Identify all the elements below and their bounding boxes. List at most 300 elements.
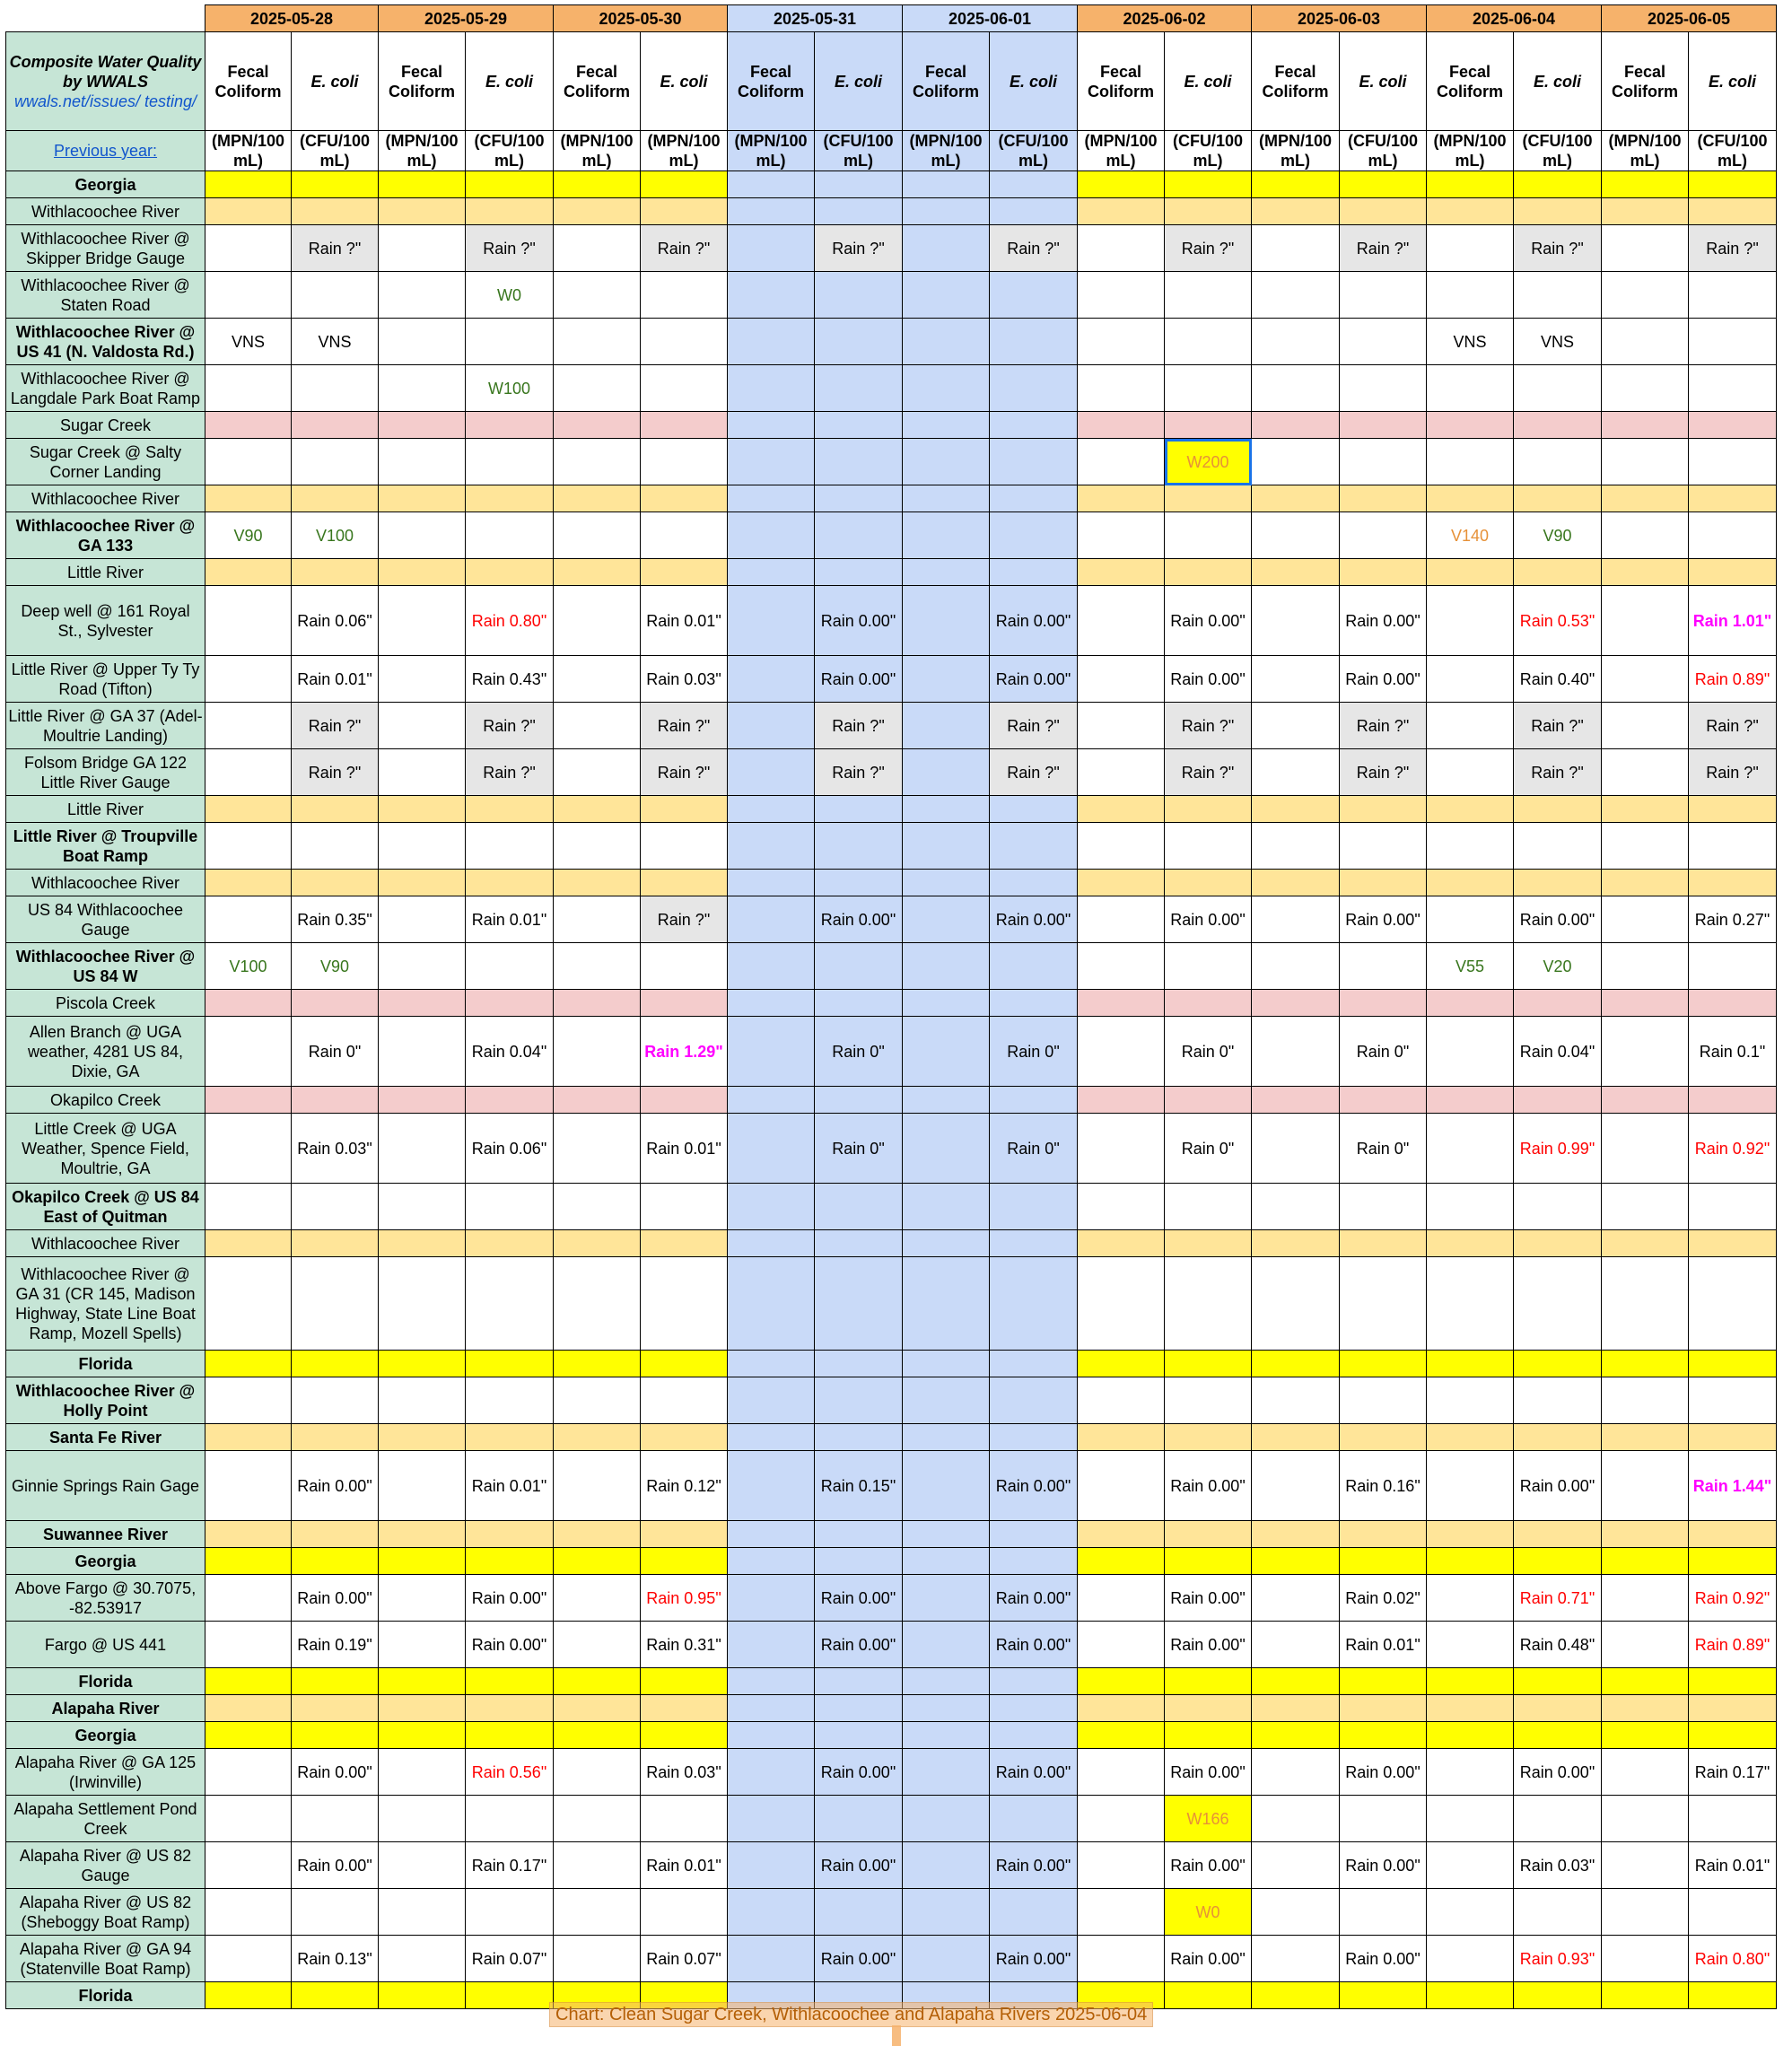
fecal-col-header[interactable]: Fecal Coliform (1602, 32, 1689, 131)
site-label[interactable]: Georgia (6, 1548, 205, 1575)
data-cell[interactable]: Rain 0.17" (1689, 1749, 1777, 1796)
data-cell[interactable]: Rain 0.56" (466, 1749, 554, 1796)
data-cell[interactable]: Rain 0.01" (1689, 1842, 1777, 1889)
data-cell[interactable]: Rain ?" (1514, 749, 1602, 796)
data-cell[interactable] (1165, 870, 1252, 896)
data-cell[interactable] (292, 1087, 379, 1114)
data-cell[interactable] (292, 412, 379, 439)
data-cell[interactable] (554, 1575, 641, 1622)
data-cell[interactable]: Rain 0.06" (292, 586, 379, 656)
data-cell[interactable] (466, 1982, 554, 2009)
data-cell[interactable]: Rain 0" (990, 1017, 1078, 1087)
data-cell[interactable]: Rain ?" (990, 703, 1078, 749)
data-cell[interactable] (1078, 1548, 1165, 1575)
data-cell[interactable] (1252, 749, 1340, 796)
data-cell[interactable] (1340, 412, 1427, 439)
data-cell[interactable] (1602, 1722, 1689, 1749)
data-cell[interactable] (1514, 171, 1602, 198)
data-cell[interactable] (554, 1668, 641, 1695)
data-cell[interactable] (641, 1230, 728, 1257)
data-cell[interactable] (554, 870, 641, 896)
data-cell[interactable] (903, 749, 990, 796)
data-cell[interactable] (1689, 1548, 1777, 1575)
data-cell[interactable] (292, 1548, 379, 1575)
data-cell[interactable] (1165, 1722, 1252, 1749)
data-cell[interactable] (466, 1351, 554, 1377)
data-cell[interactable]: W166 (1165, 1796, 1252, 1842)
data-cell[interactable] (554, 365, 641, 412)
data-cell[interactable] (1078, 1017, 1165, 1087)
data-cell[interactable]: Rain 0.01" (641, 586, 728, 656)
fecal-col-header[interactable]: Fecal Coliform (728, 32, 815, 131)
data-cell[interactable] (815, 1695, 903, 1722)
data-cell[interactable] (554, 1936, 641, 1982)
data-cell[interactable] (466, 823, 554, 870)
data-cell[interactable]: VNS (205, 319, 292, 365)
data-cell[interactable] (205, 823, 292, 870)
data-cell[interactable]: Rain 0.01" (466, 896, 554, 943)
data-cell[interactable] (205, 171, 292, 198)
site-label[interactable]: Ginnie Springs Rain Gage (6, 1451, 205, 1521)
data-cell[interactable] (1427, 1842, 1514, 1889)
data-cell[interactable] (1427, 1889, 1514, 1936)
ecoli-col-header[interactable]: E. coli (1165, 32, 1252, 131)
data-cell[interactable] (205, 1257, 292, 1351)
data-cell[interactable] (292, 1796, 379, 1842)
data-cell[interactable] (466, 1230, 554, 1257)
data-cell[interactable] (815, 990, 903, 1017)
data-cell[interactable] (1252, 656, 1340, 703)
data-cell[interactable] (1165, 512, 1252, 559)
data-cell[interactable] (466, 1722, 554, 1749)
data-cell[interactable]: Rain 0.71" (1514, 1575, 1602, 1622)
data-cell[interactable]: Rain 0.00" (1165, 656, 1252, 703)
site-label[interactable]: Little River (6, 559, 205, 586)
data-cell[interactable] (1252, 1796, 1340, 1842)
data-cell[interactable] (379, 656, 466, 703)
data-cell[interactable]: W100 (466, 365, 554, 412)
data-cell[interactable] (1427, 1796, 1514, 1842)
data-cell[interactable] (292, 1377, 379, 1424)
data-cell[interactable] (1340, 1377, 1427, 1424)
data-cell[interactable] (1252, 943, 1340, 990)
data-cell[interactable] (1252, 1184, 1340, 1230)
data-cell[interactable] (903, 1548, 990, 1575)
data-cell[interactable]: Rain 0.00" (1165, 896, 1252, 943)
data-cell[interactable]: Rain 0.00" (815, 1622, 903, 1668)
data-cell[interactable] (990, 319, 1078, 365)
data-cell[interactable] (1252, 1017, 1340, 1087)
data-cell[interactable] (815, 319, 903, 365)
data-cell[interactable] (815, 1668, 903, 1695)
data-cell[interactable]: Rain 0.80" (1689, 1936, 1777, 1982)
data-cell[interactable] (205, 1230, 292, 1257)
data-cell[interactable] (641, 198, 728, 225)
data-cell[interactable] (1427, 703, 1514, 749)
data-cell[interactable]: Rain 0.00" (990, 1749, 1078, 1796)
data-cell[interactable] (554, 485, 641, 512)
data-cell[interactable] (815, 1184, 903, 1230)
data-cell[interactable] (1602, 1622, 1689, 1668)
data-cell[interactable] (205, 1184, 292, 1230)
site-label[interactable]: Piscola Creek (6, 990, 205, 1017)
data-cell[interactable] (1165, 1087, 1252, 1114)
data-cell[interactable] (728, 1087, 815, 1114)
data-cell[interactable] (1078, 319, 1165, 365)
data-cell[interactable] (641, 1548, 728, 1575)
data-cell[interactable] (815, 1257, 903, 1351)
date-header[interactable]: 2025-05-29 (379, 5, 554, 32)
data-cell[interactable]: V55 (1427, 943, 1514, 990)
data-cell[interactable] (1427, 1749, 1514, 1796)
data-cell[interactable]: Rain 0.00" (1340, 656, 1427, 703)
data-cell[interactable]: VNS (1427, 319, 1514, 365)
data-cell[interactable] (728, 1796, 815, 1842)
data-cell[interactable] (379, 1351, 466, 1377)
data-cell[interactable] (903, 1796, 990, 1842)
data-cell[interactable] (1165, 485, 1252, 512)
data-cell[interactable] (815, 796, 903, 823)
data-cell[interactable] (1165, 1351, 1252, 1377)
data-cell[interactable] (554, 586, 641, 656)
unit-cell[interactable]: (MPN/100 mL) (1602, 131, 1689, 171)
data-cell[interactable] (292, 1351, 379, 1377)
date-header[interactable]: 2025-05-28 (205, 5, 379, 32)
data-cell[interactable] (990, 1424, 1078, 1451)
data-cell[interactable] (1340, 1548, 1427, 1575)
data-cell[interactable] (554, 1184, 641, 1230)
data-cell[interactable] (1165, 1184, 1252, 1230)
data-cell[interactable] (728, 1377, 815, 1424)
data-cell[interactable] (1689, 1377, 1777, 1424)
data-cell[interactable]: Rain 0.00" (990, 1622, 1078, 1668)
data-cell[interactable] (903, 198, 990, 225)
chart-overlay-title[interactable]: Chart: Clean Sugar Creek, Withlacoochee and Alapaha Rivers 2025-06-04 (549, 2002, 1153, 2027)
data-cell[interactable] (205, 439, 292, 485)
data-cell[interactable] (205, 412, 292, 439)
data-cell[interactable] (728, 943, 815, 990)
data-cell[interactable]: Rain ?" (641, 749, 728, 796)
data-cell[interactable] (205, 1451, 292, 1521)
data-cell[interactable] (641, 1424, 728, 1451)
data-cell[interactable] (1340, 1722, 1427, 1749)
data-cell[interactable]: Rain 0.04" (466, 1017, 554, 1087)
data-cell[interactable]: Rain 0.00" (1340, 896, 1427, 943)
fecal-col-header[interactable]: Fecal Coliform (1078, 32, 1165, 131)
data-cell[interactable]: Rain 0.48" (1514, 1622, 1602, 1668)
data-cell[interactable] (205, 559, 292, 586)
data-cell[interactable] (1514, 990, 1602, 1017)
data-cell[interactable] (815, 1889, 903, 1936)
data-cell[interactable]: W200 (1165, 439, 1252, 485)
data-cell[interactable] (1340, 439, 1427, 485)
data-cell[interactable] (1689, 272, 1777, 319)
data-cell[interactable]: Rain 0" (1165, 1017, 1252, 1087)
data-cell[interactable] (554, 990, 641, 1017)
data-cell[interactable]: Rain ?" (641, 703, 728, 749)
data-cell[interactable] (1602, 1796, 1689, 1842)
data-cell[interactable] (292, 1889, 379, 1936)
data-cell[interactable] (554, 1230, 641, 1257)
data-cell[interactable] (1689, 1521, 1777, 1548)
data-cell[interactable] (1165, 796, 1252, 823)
unit-cell[interactable]: (MPN/100 mL) (205, 131, 292, 171)
data-cell[interactable] (1427, 1230, 1514, 1257)
data-cell[interactable]: Rain ?" (466, 749, 554, 796)
fecal-col-header[interactable]: Fecal Coliform (379, 32, 466, 131)
site-label[interactable]: Withlacoochee River (6, 870, 205, 896)
data-cell[interactable]: Rain ?" (1689, 749, 1777, 796)
data-cell[interactable]: Rain 0.02" (1340, 1575, 1427, 1622)
data-cell[interactable] (1340, 485, 1427, 512)
data-cell[interactable] (379, 1451, 466, 1521)
data-cell[interactable] (990, 412, 1078, 439)
data-cell[interactable]: Rain 0.27" (1689, 896, 1777, 943)
data-cell[interactable]: Rain ?" (641, 225, 728, 272)
data-cell[interactable] (1078, 412, 1165, 439)
data-cell[interactable] (1252, 1230, 1340, 1257)
data-cell[interactable]: Rain 0" (1165, 1114, 1252, 1184)
data-cell[interactable] (1514, 365, 1602, 412)
data-cell[interactable] (1252, 796, 1340, 823)
data-cell[interactable] (815, 1377, 903, 1424)
data-cell[interactable] (641, 990, 728, 1017)
data-cell[interactable] (379, 703, 466, 749)
data-cell[interactable] (990, 823, 1078, 870)
date-header[interactable]: 2025-05-31 (728, 5, 903, 32)
data-cell[interactable] (1689, 1668, 1777, 1695)
data-cell[interactable] (728, 1842, 815, 1889)
data-cell[interactable] (292, 1230, 379, 1257)
data-cell[interactable] (728, 439, 815, 485)
data-cell[interactable] (1427, 1575, 1514, 1622)
data-cell[interactable] (1252, 990, 1340, 1017)
data-cell[interactable] (1514, 485, 1602, 512)
data-cell[interactable] (205, 1114, 292, 1184)
data-cell[interactable] (205, 1889, 292, 1936)
data-cell[interactable] (1427, 1982, 1514, 2009)
data-cell[interactable] (292, 1695, 379, 1722)
data-cell[interactable] (554, 1842, 641, 1889)
data-cell[interactable] (1602, 412, 1689, 439)
data-cell[interactable] (466, 1377, 554, 1424)
data-cell[interactable] (379, 943, 466, 990)
data-cell[interactable] (1689, 512, 1777, 559)
data-cell[interactable] (641, 796, 728, 823)
data-cell[interactable] (1165, 365, 1252, 412)
data-cell[interactable] (1078, 272, 1165, 319)
site-label[interactable]: Withlacoochee River @ Skipper Bridge Gauge (6, 225, 205, 272)
site-label[interactable]: Deep well @ 161 Royal St., Sylvester (6, 586, 205, 656)
data-cell[interactable] (466, 512, 554, 559)
data-cell[interactable]: Rain 0.00" (815, 1749, 903, 1796)
data-cell[interactable] (903, 1695, 990, 1722)
data-cell[interactable]: Rain 0.03" (292, 1114, 379, 1184)
data-cell[interactable] (554, 225, 641, 272)
data-cell[interactable] (466, 1184, 554, 1230)
data-cell[interactable] (1602, 896, 1689, 943)
data-cell[interactable] (1252, 1695, 1340, 1722)
data-cell[interactable] (1340, 171, 1427, 198)
site-label[interactable]: Fargo @ US 441 (6, 1622, 205, 1668)
data-cell[interactable] (1427, 1548, 1514, 1575)
data-cell[interactable] (1165, 1982, 1252, 2009)
data-cell[interactable] (554, 1695, 641, 1722)
data-cell[interactable] (1602, 943, 1689, 990)
data-cell[interactable] (815, 1548, 903, 1575)
data-cell[interactable] (1427, 412, 1514, 439)
data-cell[interactable] (641, 272, 728, 319)
data-cell[interactable] (1340, 319, 1427, 365)
data-cell[interactable] (1078, 365, 1165, 412)
data-cell[interactable] (728, 412, 815, 439)
data-cell[interactable] (1514, 559, 1602, 586)
data-cell[interactable]: Rain ?" (1340, 749, 1427, 796)
data-cell[interactable] (205, 1424, 292, 1451)
data-cell[interactable] (728, 198, 815, 225)
data-cell[interactable] (205, 990, 292, 1017)
data-cell[interactable] (903, 171, 990, 198)
data-cell[interactable] (728, 1017, 815, 1087)
data-cell[interactable] (903, 1017, 990, 1087)
data-cell[interactable] (728, 485, 815, 512)
data-cell[interactable] (205, 586, 292, 656)
data-cell[interactable] (205, 1982, 292, 2009)
data-cell[interactable] (728, 1695, 815, 1722)
data-cell[interactable] (1602, 1257, 1689, 1351)
data-cell[interactable] (1602, 703, 1689, 749)
data-cell[interactable] (1252, 1842, 1340, 1889)
data-cell[interactable] (1252, 272, 1340, 319)
data-cell[interactable] (815, 1351, 903, 1377)
data-cell[interactable] (728, 319, 815, 365)
data-cell[interactable] (728, 1936, 815, 1982)
data-cell[interactable]: Rain 0.00" (1165, 1842, 1252, 1889)
data-cell[interactable] (1514, 1889, 1602, 1936)
data-cell[interactable] (903, 412, 990, 439)
data-cell[interactable]: Rain 0.00" (1514, 896, 1602, 943)
data-cell[interactable] (903, 870, 990, 896)
site-label[interactable]: Florida (6, 1982, 205, 2009)
site-label[interactable]: Withlacoochee River @ US 84 W (6, 943, 205, 990)
data-cell[interactable] (815, 870, 903, 896)
data-cell[interactable] (205, 1377, 292, 1424)
data-cell[interactable] (1340, 943, 1427, 990)
data-cell[interactable] (554, 1722, 641, 1749)
data-cell[interactable] (641, 559, 728, 586)
data-cell[interactable]: Rain 0.04" (1514, 1017, 1602, 1087)
data-cell[interactable] (641, 1695, 728, 1722)
data-cell[interactable]: Rain 0.93" (1514, 1936, 1602, 1982)
data-cell[interactable] (1252, 485, 1340, 512)
data-cell[interactable] (1602, 1424, 1689, 1451)
data-cell[interactable] (379, 749, 466, 796)
data-cell[interactable] (1689, 990, 1777, 1017)
data-cell[interactable] (466, 1521, 554, 1548)
data-cell[interactable] (990, 559, 1078, 586)
data-cell[interactable] (1078, 559, 1165, 586)
data-cell[interactable] (903, 823, 990, 870)
data-cell[interactable] (815, 412, 903, 439)
data-cell[interactable] (903, 896, 990, 943)
ecoli-col-header[interactable]: E. coli (990, 32, 1078, 131)
site-label[interactable]: Little Creek @ UGA Weather, Spence Field, Moultrie, GA (6, 1114, 205, 1184)
ecoli-col-header[interactable]: E. coli (466, 32, 554, 131)
data-cell[interactable]: Rain 0.00" (990, 1575, 1078, 1622)
data-cell[interactable] (1252, 823, 1340, 870)
data-cell[interactable] (990, 1695, 1078, 1722)
ecoli-col-header[interactable]: E. coli (1514, 32, 1602, 131)
data-cell[interactable] (379, 796, 466, 823)
data-cell[interactable] (641, 1351, 728, 1377)
data-cell[interactable]: Rain 0.12" (641, 1451, 728, 1521)
data-cell[interactable] (1602, 749, 1689, 796)
data-cell[interactable]: Rain 0.01" (641, 1114, 728, 1184)
site-label[interactable]: Little River @ Upper Ty Ty Road (Tifton) (6, 656, 205, 703)
data-cell[interactable] (903, 1668, 990, 1695)
data-cell[interactable] (1689, 870, 1777, 896)
data-cell[interactable]: Rain 0.03" (641, 1749, 728, 1796)
site-label[interactable]: Suwannee River (6, 1521, 205, 1548)
data-cell[interactable] (641, 1087, 728, 1114)
data-cell[interactable]: Rain 0" (815, 1017, 903, 1087)
data-cell[interactable] (1252, 1722, 1340, 1749)
site-label[interactable]: Withlacoochee River (6, 198, 205, 225)
data-cell[interactable] (1602, 225, 1689, 272)
data-cell[interactable]: V100 (292, 512, 379, 559)
site-label[interactable]: Georgia (6, 1722, 205, 1749)
data-cell[interactable]: Rain 0" (815, 1114, 903, 1184)
data-cell[interactable] (1689, 1351, 1777, 1377)
data-cell[interactable] (205, 870, 292, 896)
data-cell[interactable] (379, 1668, 466, 1695)
site-label[interactable]: Withlacoochee River @ US 41 (N. Valdosta Rd.) (6, 319, 205, 365)
data-cell[interactable] (1165, 990, 1252, 1017)
data-cell[interactable]: Rain 0.00" (1340, 1749, 1427, 1796)
data-cell[interactable] (1689, 1695, 1777, 1722)
data-cell[interactable] (903, 512, 990, 559)
data-cell[interactable] (728, 1114, 815, 1184)
unit-cell[interactable]: (CFU/100 mL) (990, 131, 1078, 171)
data-cell[interactable] (554, 198, 641, 225)
data-cell[interactable]: Rain 0" (1340, 1114, 1427, 1184)
data-cell[interactable] (1689, 823, 1777, 870)
data-cell[interactable] (554, 1749, 641, 1796)
data-cell[interactable] (554, 656, 641, 703)
data-cell[interactable] (205, 1936, 292, 1982)
data-cell[interactable] (554, 272, 641, 319)
data-cell[interactable] (641, 1668, 728, 1695)
data-cell[interactable]: Rain 0.95" (641, 1575, 728, 1622)
data-cell[interactable] (1602, 870, 1689, 896)
data-cell[interactable]: Rain 0.03" (1514, 1842, 1602, 1889)
data-cell[interactable] (1252, 225, 1340, 272)
data-cell[interactable] (1602, 272, 1689, 319)
data-cell[interactable]: Rain 0.00" (1165, 1575, 1252, 1622)
data-cell[interactable] (1514, 439, 1602, 485)
data-cell[interactable] (728, 1451, 815, 1521)
site-label[interactable]: US 84 Withlacoochee Gauge (6, 896, 205, 943)
data-cell[interactable]: Rain ?" (292, 749, 379, 796)
data-cell[interactable]: Rain 0.00" (1165, 1622, 1252, 1668)
data-cell[interactable] (1602, 1749, 1689, 1796)
data-cell[interactable] (466, 1257, 554, 1351)
data-cell[interactable]: Rain 0.92" (1689, 1114, 1777, 1184)
data-cell[interactable] (1078, 870, 1165, 896)
data-cell[interactable] (205, 198, 292, 225)
data-cell[interactable] (1340, 1257, 1427, 1351)
data-cell[interactable] (379, 1230, 466, 1257)
